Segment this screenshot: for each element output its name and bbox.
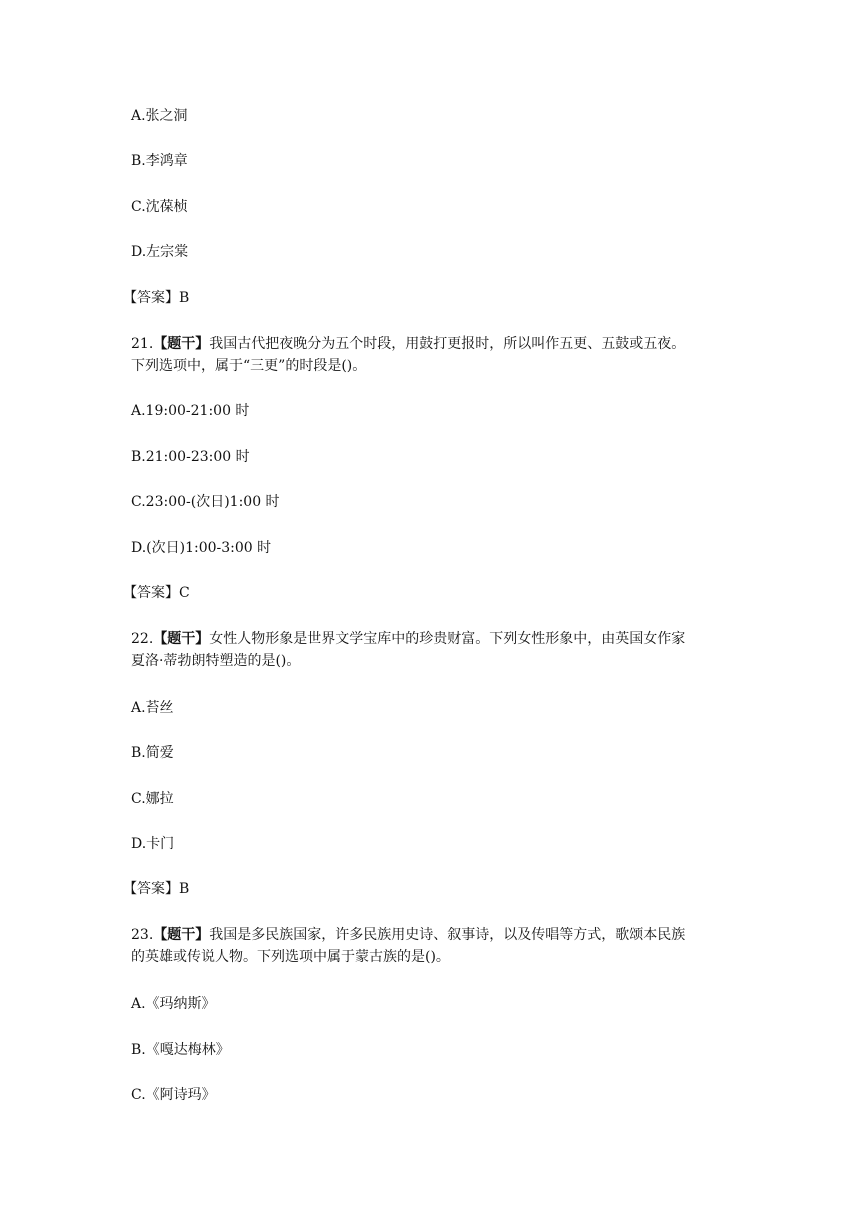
q23-option-b: B.《嘎达梅林》 (131, 1042, 230, 1058)
q22-option-c: C.娜拉 (131, 791, 174, 807)
q23-option-a: A.《玛纳斯》 (131, 996, 216, 1012)
q22-answer: 【答案】B (123, 881, 190, 897)
q22-stem (131, 628, 741, 672)
q23-stem-line2: 的英雄或传说人物。下列选项中属于蒙古族的是()。 (131, 949, 450, 965)
q21-stem-line1: 我国古代把夜晚分为五个时段，用鼓打更报时，所以叫作五更、五鼓或五夜。 (209, 336, 686, 352)
q22-option-d: D.卡门 (131, 836, 175, 852)
q22-tag: 【题干】 (153, 631, 210, 647)
q20-option-c: C.沈葆桢 (131, 199, 188, 215)
q21-option-a: A.19:00-21:00 时 (131, 403, 250, 419)
q23-option-c: C.《阿诗玛》 (131, 1087, 216, 1103)
q21-answer: 【答案】C (123, 585, 190, 601)
q21-option-d: D.(次日)1:00-3:00 时 (131, 540, 272, 556)
q21-number: 21. (131, 336, 154, 352)
q22-option-a: A.苔丝 (131, 700, 174, 716)
q21-tag: 【题干】 (153, 336, 210, 352)
q21-stem-line2: 下列选项中，属于“三更”的时段是()。 (131, 358, 367, 374)
q23-stem (131, 924, 741, 968)
q21-option-c: C.23:00-(次日)1:00 时 (131, 494, 280, 510)
q23-tag: 【题干】 (153, 927, 210, 943)
q22-option-b: B.简爱 (131, 745, 174, 761)
q23-number: 23. (131, 927, 154, 943)
q20-option-a: A.张之洞 (131, 108, 188, 124)
q21-option-b: B.21:00-23:00 时 (131, 449, 250, 465)
q23-stem-line1: 我国是多民族国家，许多民族用史诗、叙事诗，以及传唱等方式，歌颂本民族 (209, 927, 686, 943)
q20-option-b: B.李鸿章 (131, 153, 188, 169)
q21-stem (131, 333, 741, 377)
q20-answer: 【答案】B (123, 290, 190, 306)
q22-stem-line2: 夏洛·蒂勃朗特塑造的是()。 (131, 653, 301, 669)
q22-number: 22. (131, 631, 154, 647)
q22-stem-line1: 女性人物形象是世界文学宝库中的珍贵财富。下列女性形象中，由英国女作家 (209, 631, 686, 647)
q20-option-d: D.左宗棠 (131, 244, 189, 260)
